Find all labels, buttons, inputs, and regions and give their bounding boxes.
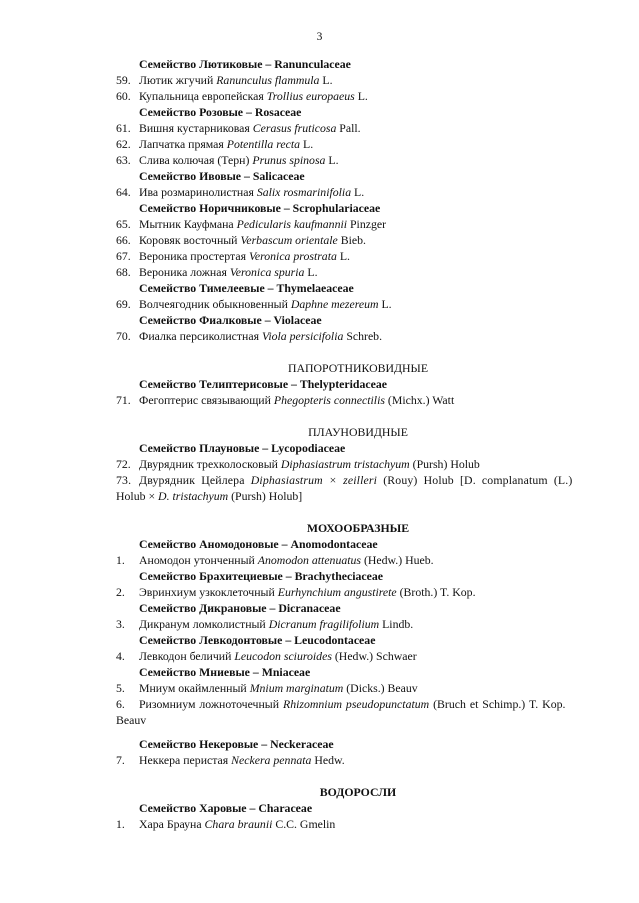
author: (Dicks.) Beauv: [343, 681, 418, 695]
author: Bieb.: [337, 233, 366, 247]
entry-number: 5.: [116, 681, 125, 695]
family-heading: Семейство Лютиковые – Ranunculaceae: [139, 57, 351, 71]
family-heading: Семейство Мниевые – Mniaceae: [139, 665, 311, 679]
author: C.C. Gmelin: [272, 817, 336, 831]
entry-number: 73.: [116, 473, 132, 487]
section-heading: ПЛАУНОВИДНЫЕ: [308, 425, 408, 439]
spacer: [116, 768, 600, 784]
russian-name: Вероника простертая: [139, 249, 249, 263]
russian-name: Слива колючая (Терн): [139, 153, 253, 167]
entry-number: 1.: [116, 553, 125, 567]
latin-name: Chara braunii: [204, 817, 273, 831]
russian-name: Волчеягодник обыкновенный: [139, 297, 291, 311]
author: Pall.: [336, 121, 361, 135]
russian-name: Неккера перистая: [139, 753, 232, 767]
latin-name: Ranunculus flammula: [216, 73, 320, 87]
latin-name: Veronica spuria: [229, 265, 305, 279]
russian-name: Эвринхиум узкоклеточный: [139, 585, 278, 599]
author: (Pursh) Holub]: [228, 489, 303, 503]
section-heading: ВОДОРОСЛИ: [319, 785, 397, 799]
entry-number: 71.: [116, 393, 131, 407]
species-entry: [116, 680, 600, 696]
entry-number: 65.: [116, 217, 131, 231]
latin-name: Viola persicifolia: [262, 329, 344, 343]
section-heading: МОХООБРАЗНЫЕ: [306, 521, 410, 535]
author: Pinzger: [347, 217, 387, 231]
species-entry: [116, 472, 600, 488]
family-heading: Семейство Дикрановые – Dicranaceae: [139, 601, 341, 615]
entry-number: 1.: [116, 817, 125, 831]
russian-name: Двурядник Цейлера: [139, 473, 251, 487]
species-entry: [116, 456, 600, 472]
entry-number: 59.: [116, 73, 131, 87]
latin-name: Verbascum orientale: [240, 233, 338, 247]
species-entry-continuation: [116, 712, 600, 728]
author: L.: [378, 297, 392, 311]
russian-name: Вероника ложная: [139, 265, 230, 279]
entry-number: 2.: [116, 585, 125, 599]
species-entry: [116, 696, 600, 712]
latin-name: Pedicularis kaufmannii: [236, 217, 348, 231]
species-entry: [116, 184, 600, 200]
family-heading: Семейство Некеровые – Neckeraceae: [139, 737, 334, 751]
latin-name: Phegopteris connectilis: [273, 393, 385, 407]
species-entry: [116, 216, 600, 232]
family-heading: Семейство Фиалковые – Violaceae: [139, 313, 322, 327]
russian-name: Мытник Кауфмана: [139, 217, 237, 231]
russian-name: Хара Брауна: [139, 817, 205, 831]
author: Beauv: [116, 713, 147, 727]
species-entry: [116, 232, 600, 248]
author: (Pursh) Holub: [409, 457, 480, 471]
entry-number: 72.: [116, 457, 131, 471]
family-heading: Семейство Аномодоновые – Anomodontaceae: [139, 537, 378, 551]
section-heading: ПАПОРОТНИКОВИДНЫЕ: [287, 361, 429, 375]
russian-name: Фегоптерис связывающий: [139, 393, 274, 407]
author: Schreb.: [343, 329, 383, 343]
latin-name: Mnium marginatum: [249, 681, 344, 695]
entry-number: 67.: [116, 249, 131, 263]
entry-number: 6.: [116, 697, 125, 711]
page-number: 3: [316, 31, 323, 43]
species-entry: [116, 264, 600, 280]
family-heading: Семейство Харовые – Characeae: [139, 801, 313, 815]
author: (Bruch et Schimp.) T. Kop.: [429, 697, 566, 711]
species-entry: [116, 616, 600, 632]
russian-name: Левкодон беличий: [139, 649, 235, 663]
family-heading: Семейство Норичниковые – Scrophulariaceae: [139, 201, 381, 215]
species-entry: [116, 72, 600, 88]
author: (Broth.) T. Kop.: [396, 585, 476, 599]
spacer: [116, 504, 600, 520]
russian-name: Двурядник трехколосковый: [139, 457, 281, 471]
author: (Hedw.) Schwaer: [331, 649, 417, 663]
species-entry: [116, 136, 600, 152]
species-list: [116, 56, 600, 832]
russian-name: Ризомниум ложноточечный: [139, 697, 283, 711]
latin-name: Diphasiastrum tristachyum: [280, 457, 410, 471]
latin-name: Prunus spinosa: [252, 153, 326, 167]
author: (Hedw.) Hueb.: [361, 553, 434, 567]
latin-name: Cerasus fruticosa: [252, 121, 337, 135]
entry-number: 68.: [116, 265, 131, 279]
russian-name: Коровяк восточный: [139, 233, 241, 247]
russian-name: Ива розмаринолистная: [139, 185, 257, 199]
spacer: [116, 408, 600, 424]
russian-name: Дикранум ломколистный: [139, 617, 269, 631]
latin-name: Daphne mezereum: [290, 297, 379, 311]
species-entry: [116, 552, 600, 568]
entry-number: 61.: [116, 121, 131, 135]
russian-name: Мниум окаймленный: [139, 681, 250, 695]
entry-number: 4.: [116, 649, 125, 663]
family-heading: Семейство Телиптерисовые – Thelypteridaceae: [139, 377, 387, 391]
entry-number: 66.: [116, 233, 131, 247]
entry-number: 63.: [116, 153, 131, 167]
author: L.: [325, 153, 339, 167]
species-entry: [116, 152, 600, 168]
family-heading: Семейство Ивовые – Salicaceae: [139, 169, 305, 183]
species-entry: [116, 648, 600, 664]
latin-name: Salix rosmarinifolia: [256, 185, 352, 199]
author: L.: [336, 249, 350, 263]
family-heading: Семейство Розовые – Rosaceae: [139, 105, 302, 119]
family-heading: Семейство Плауновые – Lycopodiaceae: [139, 441, 346, 455]
latin-name: Trollius europaeus: [266, 89, 355, 103]
spacer: [116, 344, 600, 360]
species-entry: [116, 328, 600, 344]
species-entry: [116, 296, 600, 312]
species-entry: [116, 752, 600, 768]
species-entry: [116, 584, 600, 600]
entry-number: 64.: [116, 185, 131, 199]
entry-number: 62.: [116, 137, 131, 151]
russian-name: Лапчатка прямая: [139, 137, 227, 151]
latin-name: Anomodon attenuatus: [257, 553, 362, 567]
author: L.: [304, 265, 318, 279]
latin-name: Neckera pennata: [231, 753, 312, 767]
spacer: [116, 728, 600, 736]
continuation-text: Holub ×: [116, 489, 159, 503]
latin-name: Potentilla recta: [226, 137, 301, 151]
latin-name: Dicranum fragilifolium: [268, 617, 380, 631]
family-heading: Семейство Тимелеевые – Thymelaeaceae: [139, 281, 354, 295]
author: Hedw.: [311, 753, 345, 767]
latin-name: Diphasiastrum × zeilleri: [250, 473, 378, 487]
entry-number: 7.: [116, 753, 125, 767]
species-entry: [116, 248, 600, 264]
latin-name: Eurhynchium angustirete: [277, 585, 397, 599]
russian-name: Фиалка персиколистная: [139, 329, 262, 343]
author: (Michx.) Watt: [384, 393, 455, 407]
russian-name: Лютик жгучий: [139, 73, 217, 87]
species-entry: [116, 392, 600, 408]
species-entry: [116, 88, 600, 104]
latin-name: D. tristachyum: [158, 489, 229, 503]
russian-name: Купальница европейская: [139, 89, 267, 103]
latin-name: Leucodon sciuroides: [234, 649, 332, 663]
russian-name: Аномодон утонченный: [139, 553, 258, 567]
author: L.: [300, 137, 314, 151]
family-heading: Семейство Брахитециевые – Brachytheciaceae: [139, 569, 384, 583]
species-entry: [116, 816, 600, 832]
entry-number: 3.: [116, 617, 125, 631]
author: (Rouy) Holub [D. complanatum (L.): [377, 473, 573, 487]
author: L.: [351, 185, 365, 199]
latin-name: Rhizomnium pseudopunctatum: [283, 697, 430, 711]
author: L.: [319, 73, 333, 87]
author: L.: [354, 89, 368, 103]
species-entry-continuation: [116, 488, 600, 504]
family-heading: Семейство Левкодонтовые – Leucodontaceae: [139, 633, 376, 647]
russian-name: Вишня кустарниковая: [139, 121, 253, 135]
latin-name: Veronica prostrata: [248, 249, 337, 263]
entry-number: 60.: [116, 89, 131, 103]
entry-number: 70.: [116, 329, 131, 343]
entry-number: 69.: [116, 297, 131, 311]
author: Lindb.: [379, 617, 414, 631]
species-entry: [116, 120, 600, 136]
